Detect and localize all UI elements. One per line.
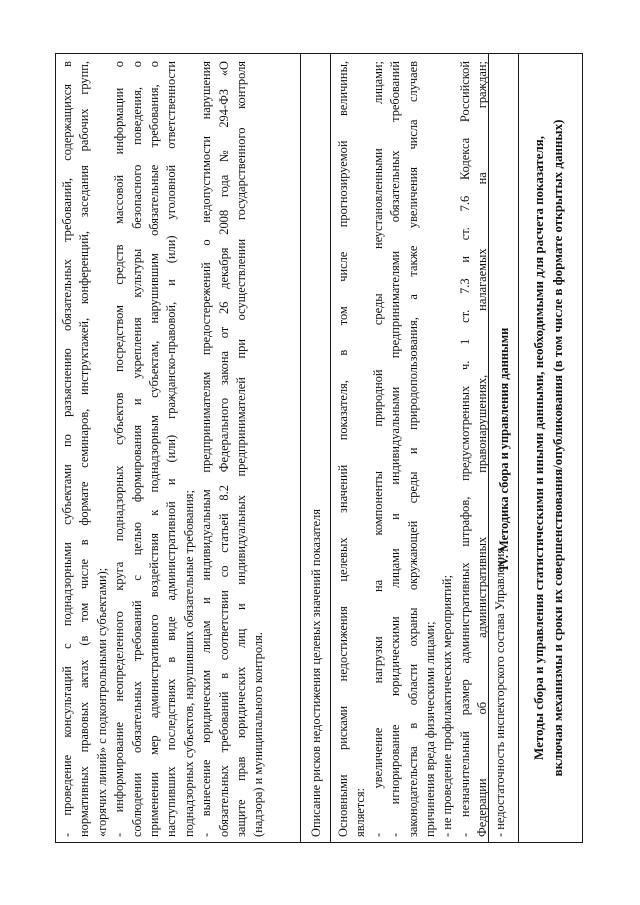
activities-cell [55, 53, 301, 843]
text-line: является: [353, 788, 368, 837]
text-line: поднадзорных субъектов, нарушивших обязательные требования; [181, 490, 196, 837]
text-line: нормативных правовых актах (в том числе в формате семинаров, инструктажей, конференций, заседания рабочих групп, [77, 61, 92, 837]
text-line: - информирование неопределенного круга поднадзорных субъектов посредством средств массовой информации о [112, 61, 127, 837]
text-line: наступивших последствиях в виде административной и (или) гражданско-правовой, и (или) уголовной ответственности [164, 61, 179, 837]
text-line: - игнорирование юридическими лицами и индивидуальными предпринимателями обязательных требований [388, 61, 403, 837]
rotated-table [55, 53, 583, 843]
risks-header-cell [301, 53, 331, 843]
risks-text [335, 61, 509, 837]
activities-text [59, 61, 268, 837]
text-line: - вынесение юридическим лицам и индивидуальным предпринимателям предостережений о недопустимости нарушения [199, 61, 214, 837]
methods-text [529, 63, 567, 833]
text-line: - недостаточность инспекторского состава Управления [492, 547, 507, 837]
text-line: включая механизмы и сроки их совершенствования/опубликования (в том числе в формате открытых данных) [550, 119, 565, 777]
text-line: применении мер административного воздействия к поднадзорным субъектам, нарушившим обязательные требования, о [146, 61, 161, 837]
text-line: (надзора) и муниципального контроля. [251, 632, 266, 837]
methods-cell [519, 53, 583, 843]
text-line: - проведение консультаций с поднадзорными субъектами по разъяснению обязательных требований, содержащихся в [60, 61, 74, 837]
text-line: - незначительный размер административных штрафов, предусмотренных ч. 1 ст. 7.3 и ст. 7.6 Кодекса Российской [457, 61, 472, 837]
text-line: законодательства в области охраны окружающей среды и природопользования, а также увеличения числа случаев [405, 61, 420, 837]
text-line: соблюдении обязательных требований с целью формирования и укрепления культуры безопасного поведения, о [129, 61, 144, 837]
text-line: Методы сбора и управления статистическими и иными данными, необходимыми для расчета показателя, [531, 136, 546, 760]
text-line: причинения вреда физическими лицами; [422, 621, 437, 837]
text-line: Федерации об административных правонарушениях, налагаемых на граждан; [475, 61, 490, 837]
text-line: - не проведение профилактических мероприятий; [440, 574, 455, 837]
section-title-cell [489, 53, 519, 843]
risks-header: Описание рисков недостижения целевых значений показателя [309, 509, 323, 837]
text-line: - увеличение нагрузки на компоненты природной среды неустановленными лицами; [370, 61, 385, 837]
text-line: Основными рисками недостижения целевых значений показателя, в том числе прогнозируемой величины, [336, 61, 350, 837]
text-line: обязательных требований в соответствии со статьей 8.2 Федерального закона от 26 декабря 2008 года № 294-ФЗ «О [216, 61, 231, 837]
text-line: «горячих линий» с подконтрольными субъектами); [94, 567, 109, 837]
section-title: IV. Методика сбора и управления данными [497, 327, 511, 571]
text-line: защите прав юридических лиц и индивидуальных предпринимателей при осуществлении государственного контроля [233, 61, 248, 837]
